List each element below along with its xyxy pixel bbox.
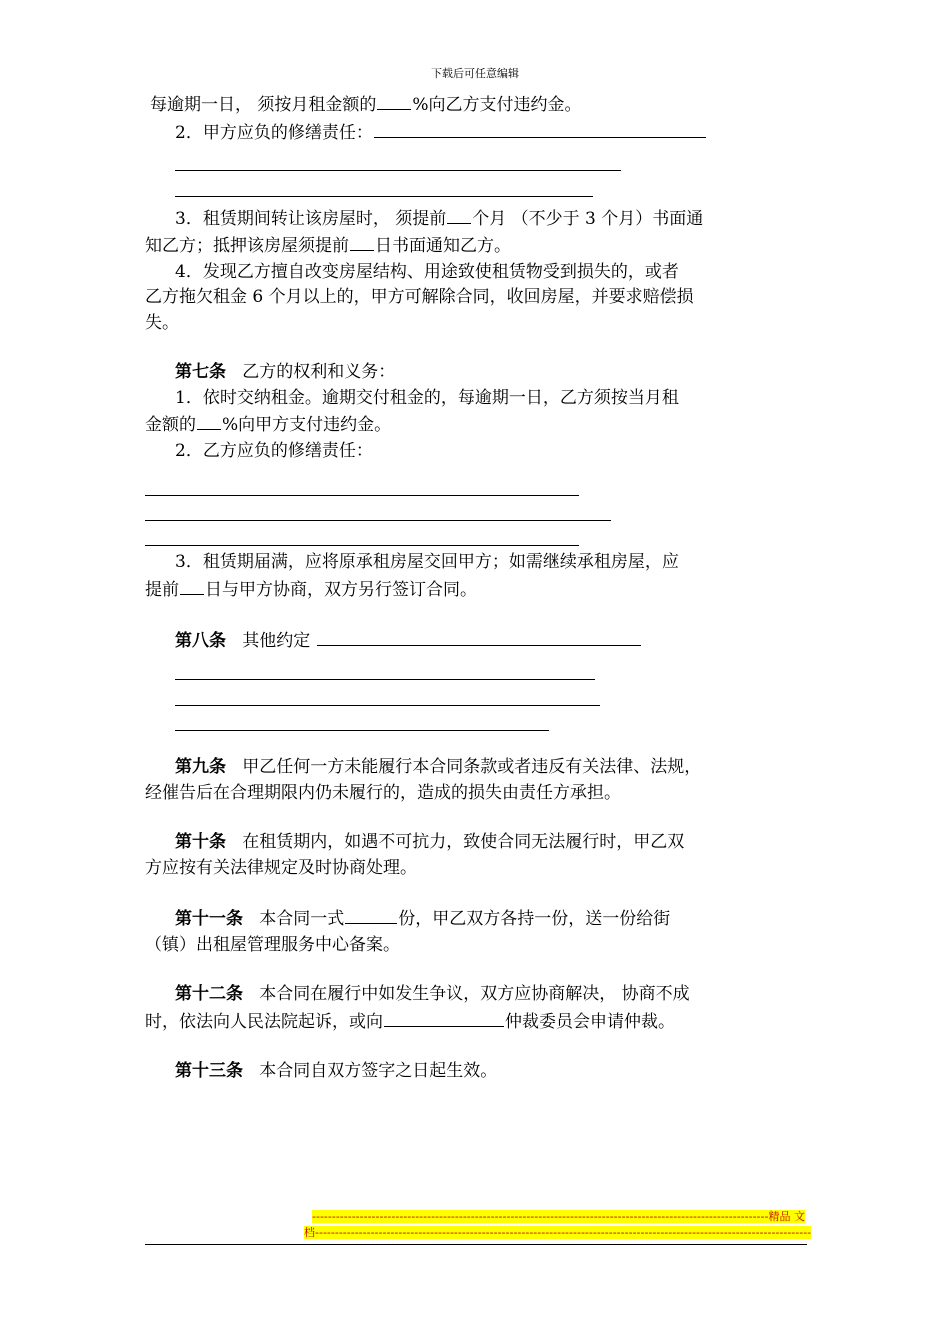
article-7-heading: [145, 360, 807, 386]
blank-field: [377, 91, 411, 110]
blank-field: [180, 576, 204, 595]
article-9: [145, 755, 807, 781]
blank-field: [317, 627, 641, 646]
paragraph-tenant-repair: 2．乙方应负的修缮责任：: [175, 440, 373, 461]
text: %向甲方支付违约金。: [222, 415, 392, 436]
article-12: [145, 982, 807, 1008]
blank-line: [175, 680, 600, 705]
paragraph-penalty-end: [145, 91, 807, 119]
paragraph-line: 经催告后在合理期限内仍未履行的，造成的损失由责任方承担。: [145, 782, 621, 803]
blank-field: [384, 1008, 504, 1027]
page-header: 下载后可任意编辑: [431, 67, 519, 80]
article-title: 第十条: [175, 832, 226, 853]
blank-field: [447, 205, 471, 224]
paragraph-transfer-notice: [145, 205, 807, 233]
article-title: 第十二条: [175, 984, 243, 1005]
text: 本合同一式: [259, 909, 345, 930]
text: 甲乙任何一方未能履行本合同条款或者违反有关法律、法规，: [242, 757, 702, 778]
text: 日与甲方协商，双方另行签订合同。: [205, 579, 477, 600]
blank-line: [175, 171, 593, 196]
article-title: 第八条: [175, 631, 226, 652]
text: %向乙方支付违约金。: [412, 95, 582, 115]
paragraph-landlord-repair: [145, 119, 807, 147]
text: 本合同自双方签字之日起生效。: [259, 1061, 498, 1082]
text: 每逾期一日， 须按月租金额的: [150, 95, 377, 115]
article-title: 第十一条: [175, 909, 243, 930]
blank-line: [145, 470, 579, 495]
paragraph-line: 乙方拖欠租金 6 个月以上的，甲方可解除合同，收回房屋，并要求赔偿损: [145, 287, 694, 308]
blank-field: [374, 119, 706, 138]
text: 本合同在履行中如发生争议，双方应协商解决， 协商不成: [259, 984, 690, 1005]
text: 知乙方；抵押该房屋须提前: [145, 236, 349, 257]
article-title: 第九条: [175, 757, 226, 778]
text: 日书面通知乙方。: [375, 236, 511, 257]
paragraph-line: [145, 411, 807, 439]
text: 份，甲乙双方各持一份，送一份给街: [398, 909, 671, 930]
paragraph-lease-expiry: 3．租赁期届满，应将原承租房屋交回甲方；如需继续承租房屋，应: [175, 552, 679, 573]
article-8-heading: [145, 627, 807, 655]
blank-line: [175, 146, 621, 171]
blank-line: [175, 655, 595, 680]
text: 在租赁期内，如遇不可抗力，致使合同无法履行时，甲乙双: [242, 832, 685, 853]
footer-watermark-line2: 档-----------------------------------------------------------------------------------------------------------------------------: [304, 1226, 812, 1239]
blank-line: [145, 521, 579, 546]
footer-divider: [145, 1244, 807, 1245]
paragraph-line: 失。: [145, 312, 179, 333]
blank-field: [345, 905, 397, 924]
paragraph-line: [145, 232, 807, 260]
text: 仲裁委员会申请仲裁。: [505, 1011, 675, 1032]
paragraph-line: [145, 1008, 807, 1036]
article-title: 第十三条: [175, 1061, 243, 1082]
text: 其他约定: [242, 631, 311, 652]
footer-watermark-line1: -------------------------------------------------------------------------------------------------------------------精品 文: [312, 1210, 805, 1223]
document-body: [145, 91, 807, 1085]
article-11: [145, 905, 807, 933]
text: 2．甲方应负的修缮责任：: [175, 122, 373, 143]
text: 3．租赁期间转让该房屋时， 须提前: [175, 208, 447, 229]
paragraph-line: （镇）出租屋管理服务中心备案。: [145, 934, 400, 955]
text: 乙方的权利和义务：: [242, 362, 396, 383]
text: 金额的: [145, 415, 196, 436]
paragraph-line: 方应按有关法律规定及时协商处理。: [145, 857, 417, 878]
article-title: 第七条: [175, 362, 226, 383]
paragraph-rent-payment: 1．依时交纳租金。逾期交付租金的，每逾期一日，乙方须按当月租: [175, 387, 679, 408]
article-13: [145, 1059, 807, 1085]
paragraph-line: [145, 576, 807, 604]
text: 时，依法向人民法院起诉，或向: [145, 1011, 383, 1032]
text: 提前: [145, 579, 179, 600]
blank-line: [175, 706, 549, 731]
article-10: [145, 830, 807, 856]
text: 个月 （不少于 3 个月）书面通: [472, 208, 704, 229]
blank-field: [350, 232, 374, 251]
paragraph-termination: 4．发现乙方擅自改变房屋结构、用途致使租赁物受到损失的，或者: [175, 261, 679, 282]
blank-field: [197, 411, 221, 430]
blank-line: [145, 496, 611, 521]
